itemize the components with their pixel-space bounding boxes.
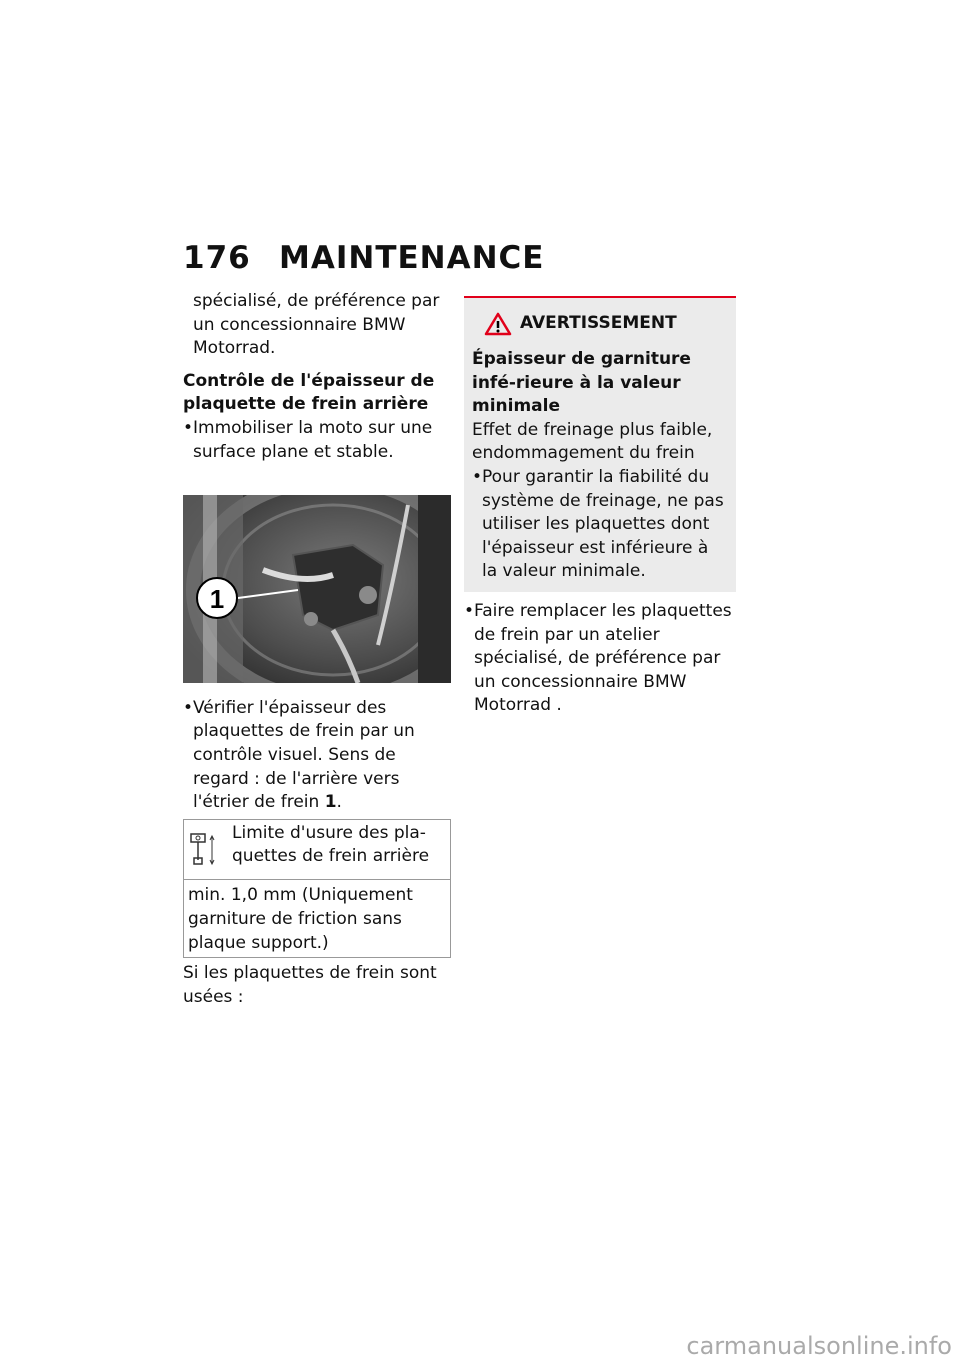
bullet-icon: • [472, 466, 483, 487]
left-column [183, 290, 451, 1009]
paragraph: Si les plaquettes de frein sont usées : [183, 963, 437, 1007]
list-item [464, 600, 736, 718]
right-column [464, 296, 736, 718]
sentence-end: . [336, 792, 342, 813]
warning-text: Effet de freinage plus faible, endommagement du frein [472, 419, 713, 464]
section-heading: Contrôle de l'épaisseur de plaquette de frein arrière [183, 370, 435, 415]
page-number: 176 [183, 240, 251, 276]
warning-label: AVERTISSEMENT [520, 313, 677, 334]
photo-callout-label: 1 [209, 584, 225, 615]
warning-box [464, 296, 736, 592]
page-header [183, 240, 544, 276]
bullet-icon: • [464, 600, 475, 621]
spec-value: min. 1,0 mm (Uniquement garniture de friction sans plaque support.) [188, 885, 413, 953]
warning-heading: Épaisseur de garniture infé-rieure à la valeur minimale [472, 349, 691, 417]
warning-icon [484, 312, 512, 336]
brake-pad-wear-icon [188, 822, 232, 876]
bullet-icon: • [183, 417, 194, 438]
list-item [183, 417, 451, 464]
reference-number: 1 [324, 792, 337, 813]
spec-title: Limite d'usure des pla-quettes de frein arrière [232, 822, 430, 867]
section-title: MAINTENANCE [279, 240, 545, 276]
list-item [183, 697, 451, 815]
list-item-text: Vérifier l'épaisseur des plaquettes de frein par un contrôle visuel. Sens de regard : de l'arrière vers l'étrier de frein [193, 697, 415, 813]
footer [0, 1316, 960, 1362]
bullet-icon: • [183, 697, 194, 718]
brake-caliper-photo [183, 495, 451, 683]
list-item-text: Faire remplacer les plaquettes de frein par un atelier spécialisé, de préférence par un concessionnaire BMW Motorrad . [474, 600, 732, 716]
watermark: carmanualsonline.info [686, 1332, 952, 1360]
list-item-text: Pour garantir la fiabilité du système de freinage, ne pas utiliser les plaquettes dont l'épaisseur est inférieure à la valeur minimale. [482, 466, 724, 582]
list-item [472, 466, 728, 584]
spec-box [183, 819, 451, 958]
continued-text: spécialisé, de préférence par un concessionnaire BMW Motorrad. [193, 291, 440, 359]
list-item-text: Immobiliser la moto sur une surface plane et stable. [193, 417, 433, 462]
